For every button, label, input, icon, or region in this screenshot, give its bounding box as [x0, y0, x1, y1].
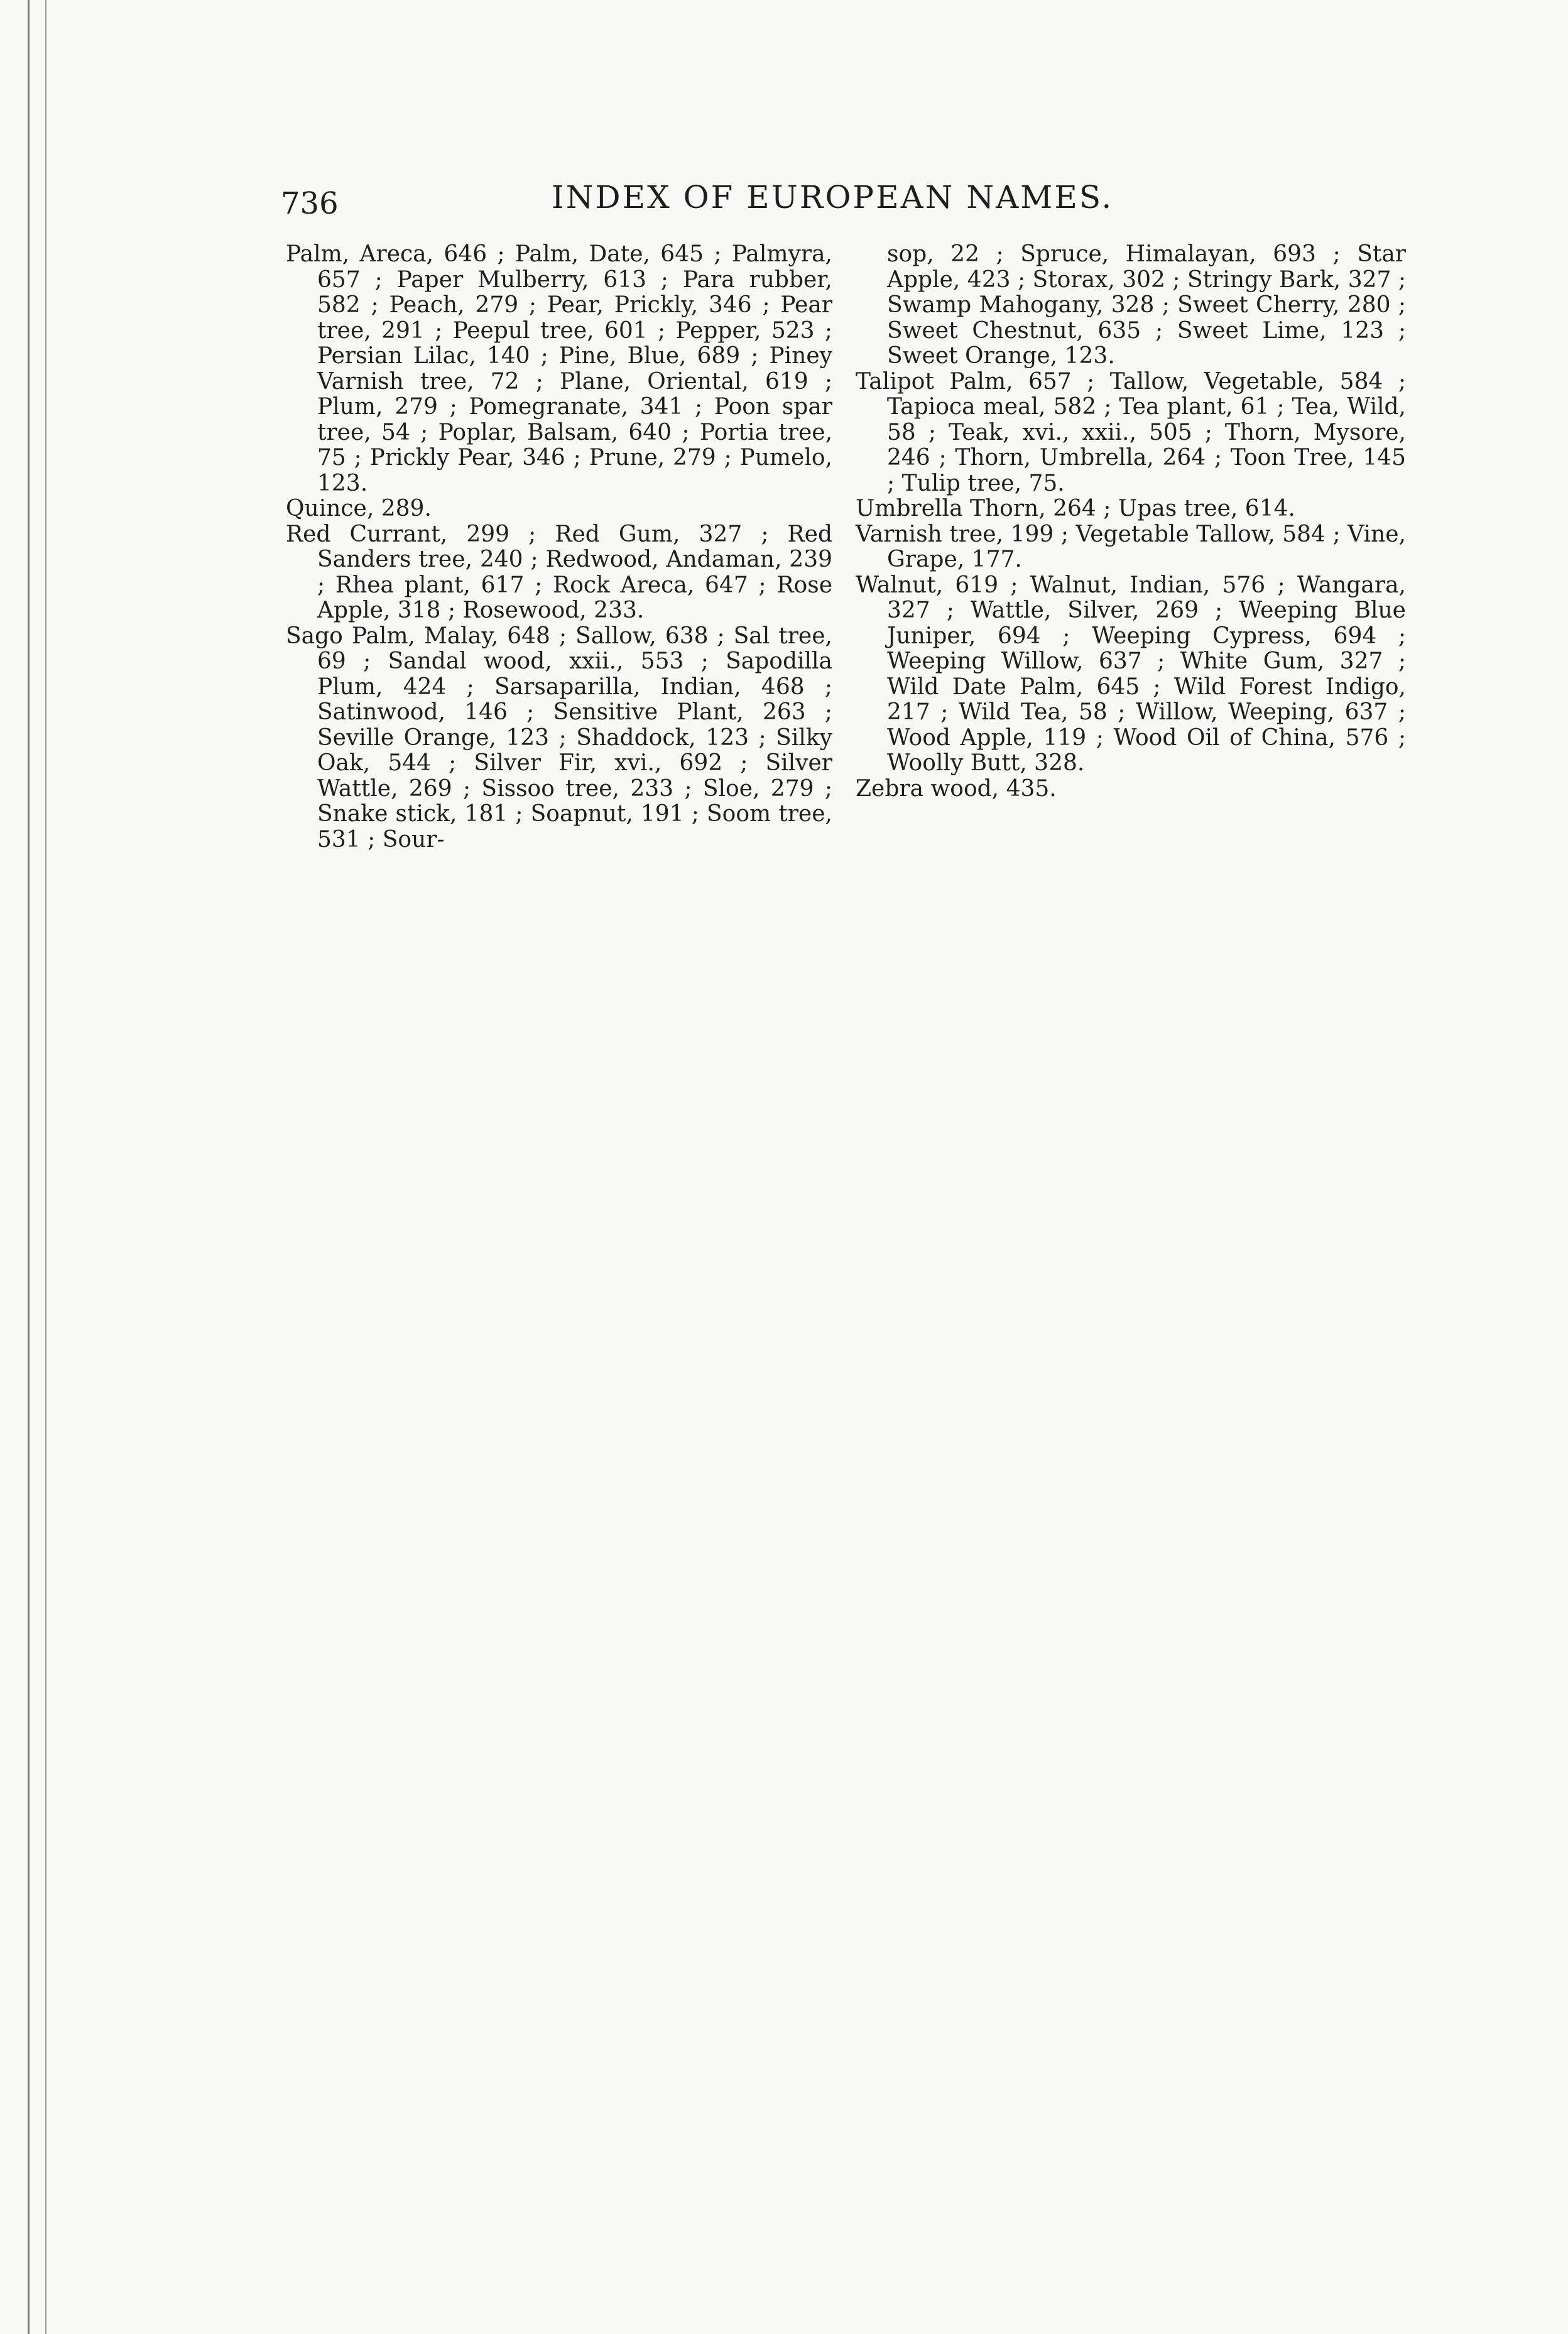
index-entry-z: Zebra wood, 435.: [856, 775, 1057, 802]
index-entry-u: Umbrella Thorn, 264 ; Upas tree, 614.: [856, 496, 1295, 521]
page-number: 736: [281, 186, 339, 221]
index-entry-p: Palm, Areca, 646 ; Palm, Date, 645 ; Palmyra, 657 ; Paper Mulberry, 613 ; Para rubber, 582 ; Peach, 279 ; Pear, Prickly, 346 ; Pear tree, 291 ; Peepul tree, 601 ; Pepper, 523 ; Persian Lilac, 140 ; Pine, Blue, 689 ; Piney Varnish tree, 72 ; Plane, Oriental, 619 ; Plum, 279 ; Pomegranate, 341 ; Poon spar tree, 54 ; Poplar, Balsam, 640 ; Portia tree, 75 ; Prickly Pear, 346 ; Prune, 279 ; Pumelo, 123.: [286, 241, 832, 496]
binding-edge-line: [28, 0, 30, 2334]
index-entry-q: Quince, 289.: [286, 496, 432, 521]
index-entry-r: Red Currant, 299 ; Red Gum, 327 ; Red Sanders tree, 240 ; Redwood, Andaman, 239 ; Rhea plant, 617 ; Rock Areca, 647 ; Rose Apple, 318 ; Rosewood, 233.: [286, 521, 832, 623]
index-entry-v: Varnish tree, 199 ; Vegetable Tallow, 584 ; Vine, Grape, 177.: [856, 521, 1406, 572]
index-column-left: [286, 242, 832, 853]
index-column-right: [856, 242, 1406, 802]
index-entry-w: Walnut, 619 ; Walnut, Indian, 576 ; Wangara, 327 ; Wattle, Silver, 269 ; Weeping Blue Juniper, 694 ; Weeping Cypress, 694 ; Weeping Willow, 637 ; White Gum, 327 ; Wild Date Palm, 645 ; Wild Forest Indigo, 217 ; Wild Tea, 58 ; Willow, Weeping, 637 ; Wood Apple, 119 ; Wood Oil of China, 576 ; Woolly Butt, 328.: [856, 572, 1406, 776]
index-entry-s-continued: sop, 22 ; Spruce, Himalayan, 693 ; Star Apple, 423 ; Storax, 302 ; Stringy Bark, 327 ; Swamp Mahogany, 328 ; Sweet Cherry, 280 ; Sweet Chestnut, 635 ; Sweet Lime, 123 ; Sweet Orange, 123.: [887, 241, 1406, 369]
index-entry-s: Sago Palm, Malay, 648 ; Sallow, 638 ; Sal tree, 69 ; Sandal wood, xxii., 553 ; Sapodilla Plum, 424 ; Sarsaparilla, Indian, 468 ; Satinwood, 146 ; Sensitive Plant, 263 ; Seville Orange, 123 ; Shaddock, 123 ; Silky Oak, 544 ; Silver Fir, xvi., 692 ; Silver Wattle, 269 ; Sissoo tree, 233 ; Sloe, 279 ; Snake stick, 181 ; Soapnut, 191 ; Soom tree, 531 ; Sour-: [286, 623, 832, 853]
index-entry-t: Talipot Palm, 657 ; Tallow, Vegetable, 584 ; Tapioca meal, 582 ; Tea plant, 61 ; Tea, Wild, 58 ; Teak, xvi., xxii., 505 ; Thorn, Mysore, 246 ; Thorn, Umbrella, 264 ; Toon Tree, 145 ; Tulip tree, 75.: [856, 368, 1406, 496]
binding-edge-line-inner: [45, 0, 46, 2334]
running-head: INDEX OF EUROPEAN NAMES.: [552, 179, 1114, 215]
